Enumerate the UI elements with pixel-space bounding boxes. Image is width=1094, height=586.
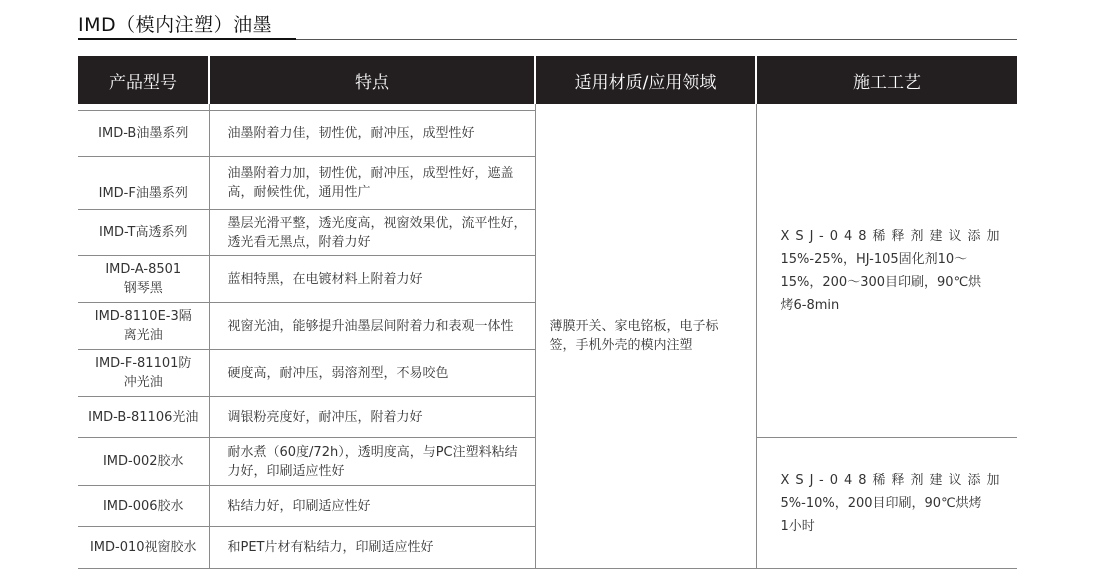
process-ink-line-2: 15%-25%，HJ-105固化剂10～ xyxy=(780,251,968,267)
feature-cell: 油墨附着力佳，韧性优，耐冲压，成型性好 xyxy=(209,111,535,157)
feature-cell: 调银粉亮度好，耐冲压，附着力好 xyxy=(209,397,535,438)
product-spec-table xyxy=(78,56,1017,569)
model-cell: IMD-B-81106光油 xyxy=(78,397,209,438)
model-cell: IMD-A-8501钢琴黑 xyxy=(78,256,209,303)
materials-cell: 薄膜开关、家电铭板，电子标签，手机外壳的模内注塑 xyxy=(535,104,756,569)
model-cell: IMD-F-81101防冲光油 xyxy=(78,350,209,397)
page-title: IMD（模内注塑）油墨 xyxy=(78,14,273,36)
feature-cell: 蓝相特黑，在电镀材料上附着力好 xyxy=(209,256,535,303)
model-cell: IMD-002胶水 xyxy=(78,438,209,486)
process-ink-cell xyxy=(756,104,1017,438)
feature-cell: 墨层光滑平整，透光度高，视窗效果优，流平性好，透光看无黑点，附着力好 xyxy=(209,210,535,256)
feature-cell: 硬度高，耐冲压，弱溶剂型，不易咬色 xyxy=(209,350,535,397)
header-process: 施工工艺 xyxy=(756,56,1017,104)
header-model: 产品型号 xyxy=(78,56,209,104)
process-ink-line-4: 烤6-8min xyxy=(780,297,840,313)
feature-cell: 粘结力好，印刷适应性好 xyxy=(209,486,535,527)
title-underline xyxy=(78,38,296,40)
process-glue-cell xyxy=(756,438,1017,569)
feature-cell: 耐水煮（60度/72h），透明度高，与PC注塑料粘结力好，印刷适应性好 xyxy=(209,438,535,486)
model-cell: IMD-010视窗胶水 xyxy=(78,527,209,569)
model-cell: IMD-F油墨系列 xyxy=(78,157,209,210)
process-glue-line-1: XSJ-048稀释剂建议添加 xyxy=(780,472,1000,488)
model-cell: IMD-006胶水 xyxy=(78,486,209,527)
model-cell: IMD-8110E-3隔离光油 xyxy=(78,303,209,350)
feature-cell: 和PET片材有粘结力，印刷适应性好 xyxy=(209,527,535,569)
feature-cell: 油墨附着力加，韧性优，耐冲压，成型性好，遮盖高，耐候性优，通用性广 xyxy=(209,157,535,210)
feature-cell: 视窗光油，能够提升油墨层间附着力和表观一体性 xyxy=(209,303,535,350)
process-ink-line-1: XSJ-048稀释剂建议添加 xyxy=(780,228,1000,244)
header-material: 适用材质/应用领域 xyxy=(535,56,756,104)
process-glue-line-2: 5%-10%，200目印刷，90℃烘烤 xyxy=(780,495,982,511)
header-feature: 特点 xyxy=(209,56,535,104)
table-header-row xyxy=(78,56,1017,104)
model-cell: IMD-B油墨系列 xyxy=(78,111,209,157)
process-glue-line-3: 1小时 xyxy=(780,518,815,534)
process-ink-line-3: 15%，200～300目印刷，90℃烘 xyxy=(780,274,982,290)
model-cell: IMD-T高透系列 xyxy=(78,210,209,256)
